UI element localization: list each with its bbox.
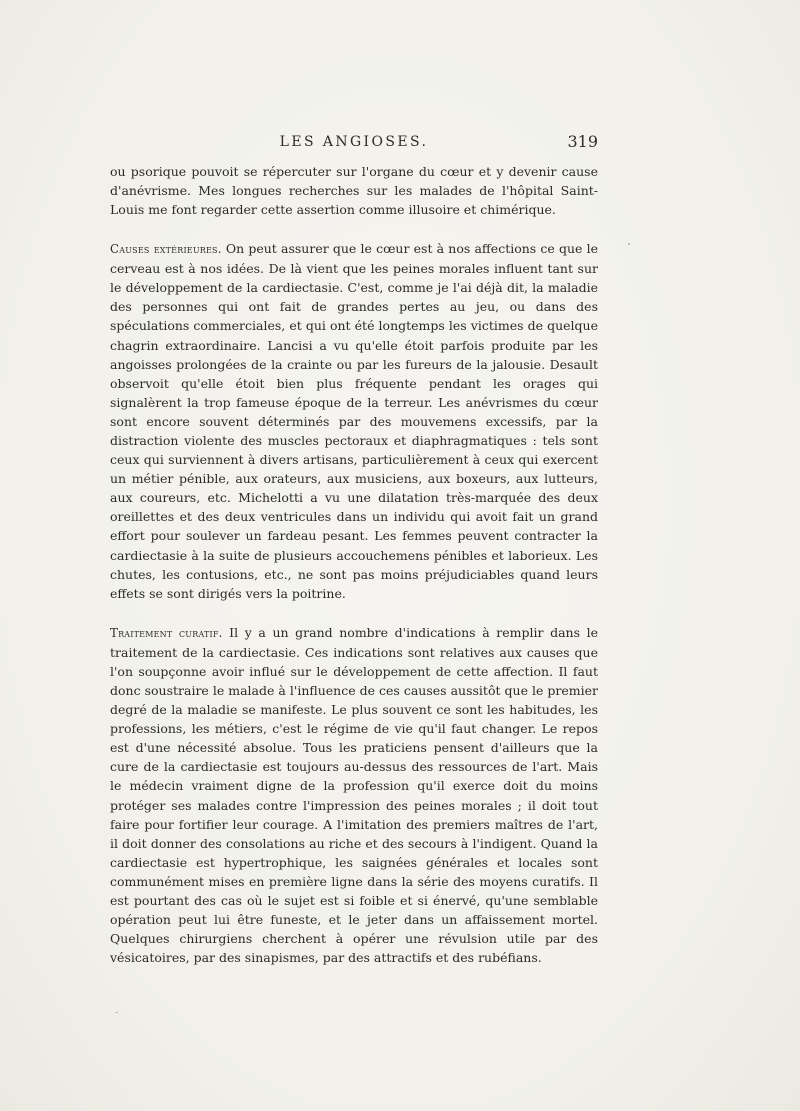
paragraph-3-text: Il y a un grand nombre d'indications à remplir dans le traitement de la cardiectasie. Ces indications sont relatives aux causes que l'on soupçonne avoir influé sur le développement de cette affection. Il faut donc soustraire le malade à l'influence de ces causes aussitôt que le premier degré de la maladie se manifeste. Le plus souvent ce sont les habitudes, les professions, les métiers, c'est le régime de vie qu'il faut changer. Le repos est d'une nécessité absolue. Tous les praticiens pensent d'ailleurs que la cure de la cardiectasie est toujours au-dessus des ressources de l'art. Mais le médecin vraiment digne de la profession qu'il exerce doit du moins protéger ses malades contre l'impression des peines morales ; il doit tout faire pour fortifier leur courage. A l'imitation des premiers maîtres de l'art, il doit donner des consolations au riche et des secours à l'indigent. Quand la cardiectasie est hypertrophique, les saignées générales et locales sont communément mises en première ligne dans la série des moyens curatifs. Il est pourtant des cas où le sujet est si foible et si énervé, qu'une semblable opération peut lui être funeste, et le jeter dans un affaissement mortel. Quelques chirurgiens cherchent à opérer une révulsion utile par des vésicatoires, par des sinapismes, par des attractifs et des rubéfians. bbox=[110, 624, 598, 966]
page-header bbox=[110, 134, 598, 156]
paragraph-causes-exterieures bbox=[110, 239, 598, 603]
paragraph-1 bbox=[110, 162, 598, 219]
paragraph-1-text: ou psorique pouvoit se répercuter sur l'organe du cœur et y devenir cause d'anévrisme. Mes longues recherches sur les malades de l'hôpital Saint-Louis me font regarder cette assertion comme illusoire et chimérique. bbox=[110, 164, 598, 218]
paper-speck bbox=[628, 243, 630, 245]
paper-speck bbox=[115, 1012, 118, 1013]
paragraph-2-text: On peut assurer que le cœur est à nos affections ce que le cerveau est à nos idées. De là vient que les peines morales influent tant sur le développement de la cardiectasie. C'est, comme je l'ai déjà dit, la maladie des personnes qui ont fait de grandes pertes au jeu, ou dans des spéculations commerciales, et qui ont été longtemps les victimes de quelque chagrin extraordinaire. Lancisi a vu qu'elle étoit parfois produite par les angoisses prolongées de la crainte ou par les fureurs de la jalousie. Desault observoit qu'elle étoit bien plus fréquente pendant les orages qui signalèrent la trop fameuse époque de la terreur. Les anévrismes du cœur sont encore souvent déterminés par des mouvemens excessifs, par la distraction violente des muscles pectoraux et diaphragmatiques : tels sont ceux qui surviennent à divers artisans, particulièrement à ceux qui exercent un métier pénible, aux orateurs, aux musiciens, aux boxeurs, aux lutteurs, aux coureurs, etc. Michelotti a vu une dilatation très-marquée des deux oreillettes et des deux ventricules dans un individu qui avoit fait un grand effort pour soulever un fardeau pesant. Les femmes peuvent contracter la cardiectasie à la suite de plusieurs accouchemens pénibles et laborieux. Les chutes, les contusions, etc., ne sont pas moins préjudiciables quand leurs effets se sont dirigés vers la poitrine. bbox=[110, 241, 599, 601]
body-text bbox=[110, 162, 598, 987]
page-number: 319 bbox=[567, 132, 598, 151]
section-heading-causes-exterieures: Causes extérieures. bbox=[110, 242, 222, 257]
section-heading-traitement-curatif: Traitement curatif. bbox=[110, 625, 223, 640]
running-title: LES ANGIOSES. bbox=[279, 134, 429, 150]
paragraph-traitement-curatif bbox=[110, 623, 598, 968]
